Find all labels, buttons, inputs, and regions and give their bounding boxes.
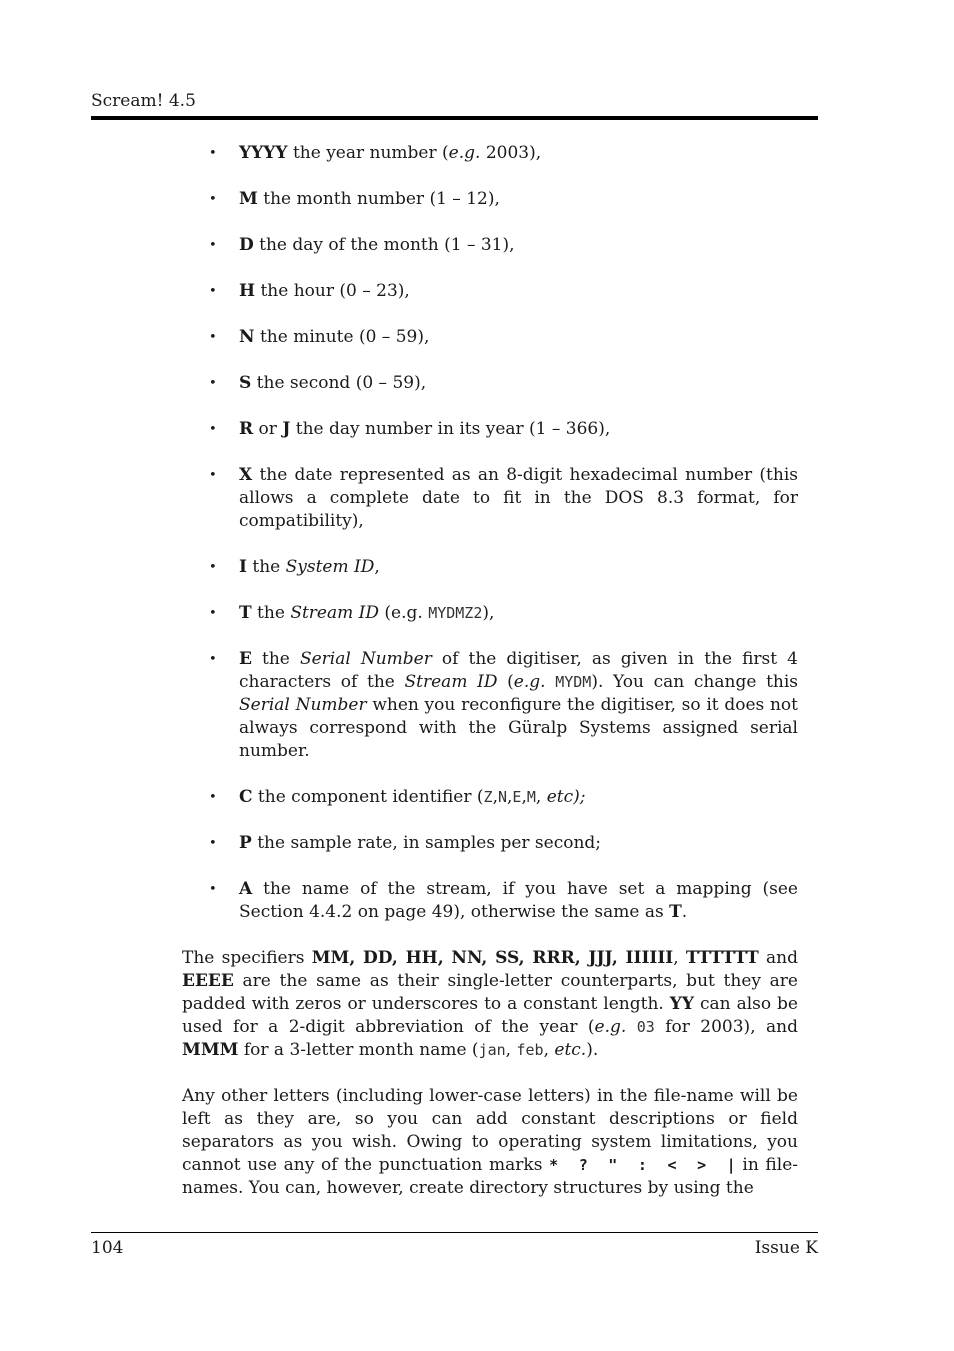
list-item: • X the date represented as an 8-digit hexadecimal number (this allows a complete date to fit in the DOS 8.3 format, for compatibility), (209, 465, 798, 531)
bullet-icon: • (209, 606, 217, 621)
bullet-icon: • (209, 468, 217, 483)
bullet-icon: • (209, 652, 217, 667)
list-item: • R or J the day number in its year (1 – 366), (209, 419, 611, 439)
list-item: • N the minute (0 – 59), (209, 327, 430, 347)
list-item: • YYYY the year number (e.g. 2003), (209, 143, 542, 163)
bullet-icon: • (209, 790, 217, 805)
specifier-list (182, 142, 798, 924)
list-item: • M the month number (1 – 12), (209, 189, 500, 209)
header-rule (91, 116, 818, 120)
bullet-icon: • (209, 330, 217, 345)
bullet-icon: • (209, 422, 217, 437)
list-item: • C the component identifier (Z,N,E,M, etc); (209, 787, 586, 807)
bullet-icon: • (209, 836, 217, 851)
footer-rule (91, 1232, 818, 1233)
list-item: • S the second (0 – 59), (209, 373, 427, 393)
list-item: • E the Serial Number of the digitiser, as given in the first 4 characters of the Stream ID (e.g. MYDM). You can change this Serial Number when you reconfigure the digitiser, so it does not always correspond with the Güralp Systems assigned serial number. (209, 649, 799, 761)
list-item: • P the sample rate, in samples per second; (209, 833, 602, 853)
bullet-icon: • (209, 284, 217, 299)
list-item: • I the System ID, (209, 557, 380, 577)
page-number: 104 (91, 1238, 124, 1258)
bullet-icon: • (209, 376, 217, 391)
list-item: • A the name of the stream, if you have set a mapping (see Section 4.4.2 on page 49), otherwise the same as T. (209, 879, 798, 922)
running-header-title: Scream! 4.5 (91, 91, 196, 111)
other-letters-paragraph: Any other letters (including lower-case letters) in the file-name will be left as they are, so you can add constant descriptions or field separators as you wish. Owing to operating system limitations, you cannot use any of the punctuation marks * ? " : < > | in file-names. You can, however, create directory structures by using the (182, 1086, 798, 1198)
list-item: • H the hour (0 – 23), (209, 281, 410, 301)
bullet-icon: • (209, 146, 217, 161)
bullet-icon: • (209, 560, 217, 575)
specifiers-paragraph: The specifiers MM, DD, HH, NN, SS, RRR, JJJ, IIIIII, TTTTTT and EEEE are the same as their single-letter counterparts, but they are padded with zeros or underscores to a constant length. YY can also be used for a 2-digit abbreviation of the year (e.g. 03 for 2003), and MMM for a 3-letter month name (jan, feb, etc.). (182, 948, 799, 1060)
page-content (182, 142, 798, 1223)
bullet-icon: • (209, 882, 217, 897)
list-item: • T the Stream ID (e.g. MYDMZ2), (209, 603, 495, 623)
list-item: • D the day of the month (1 – 31), (209, 235, 515, 255)
bullet-icon: • (209, 238, 217, 253)
bullet-icon: • (209, 192, 217, 207)
issue-label: Issue K (754, 1238, 818, 1258)
